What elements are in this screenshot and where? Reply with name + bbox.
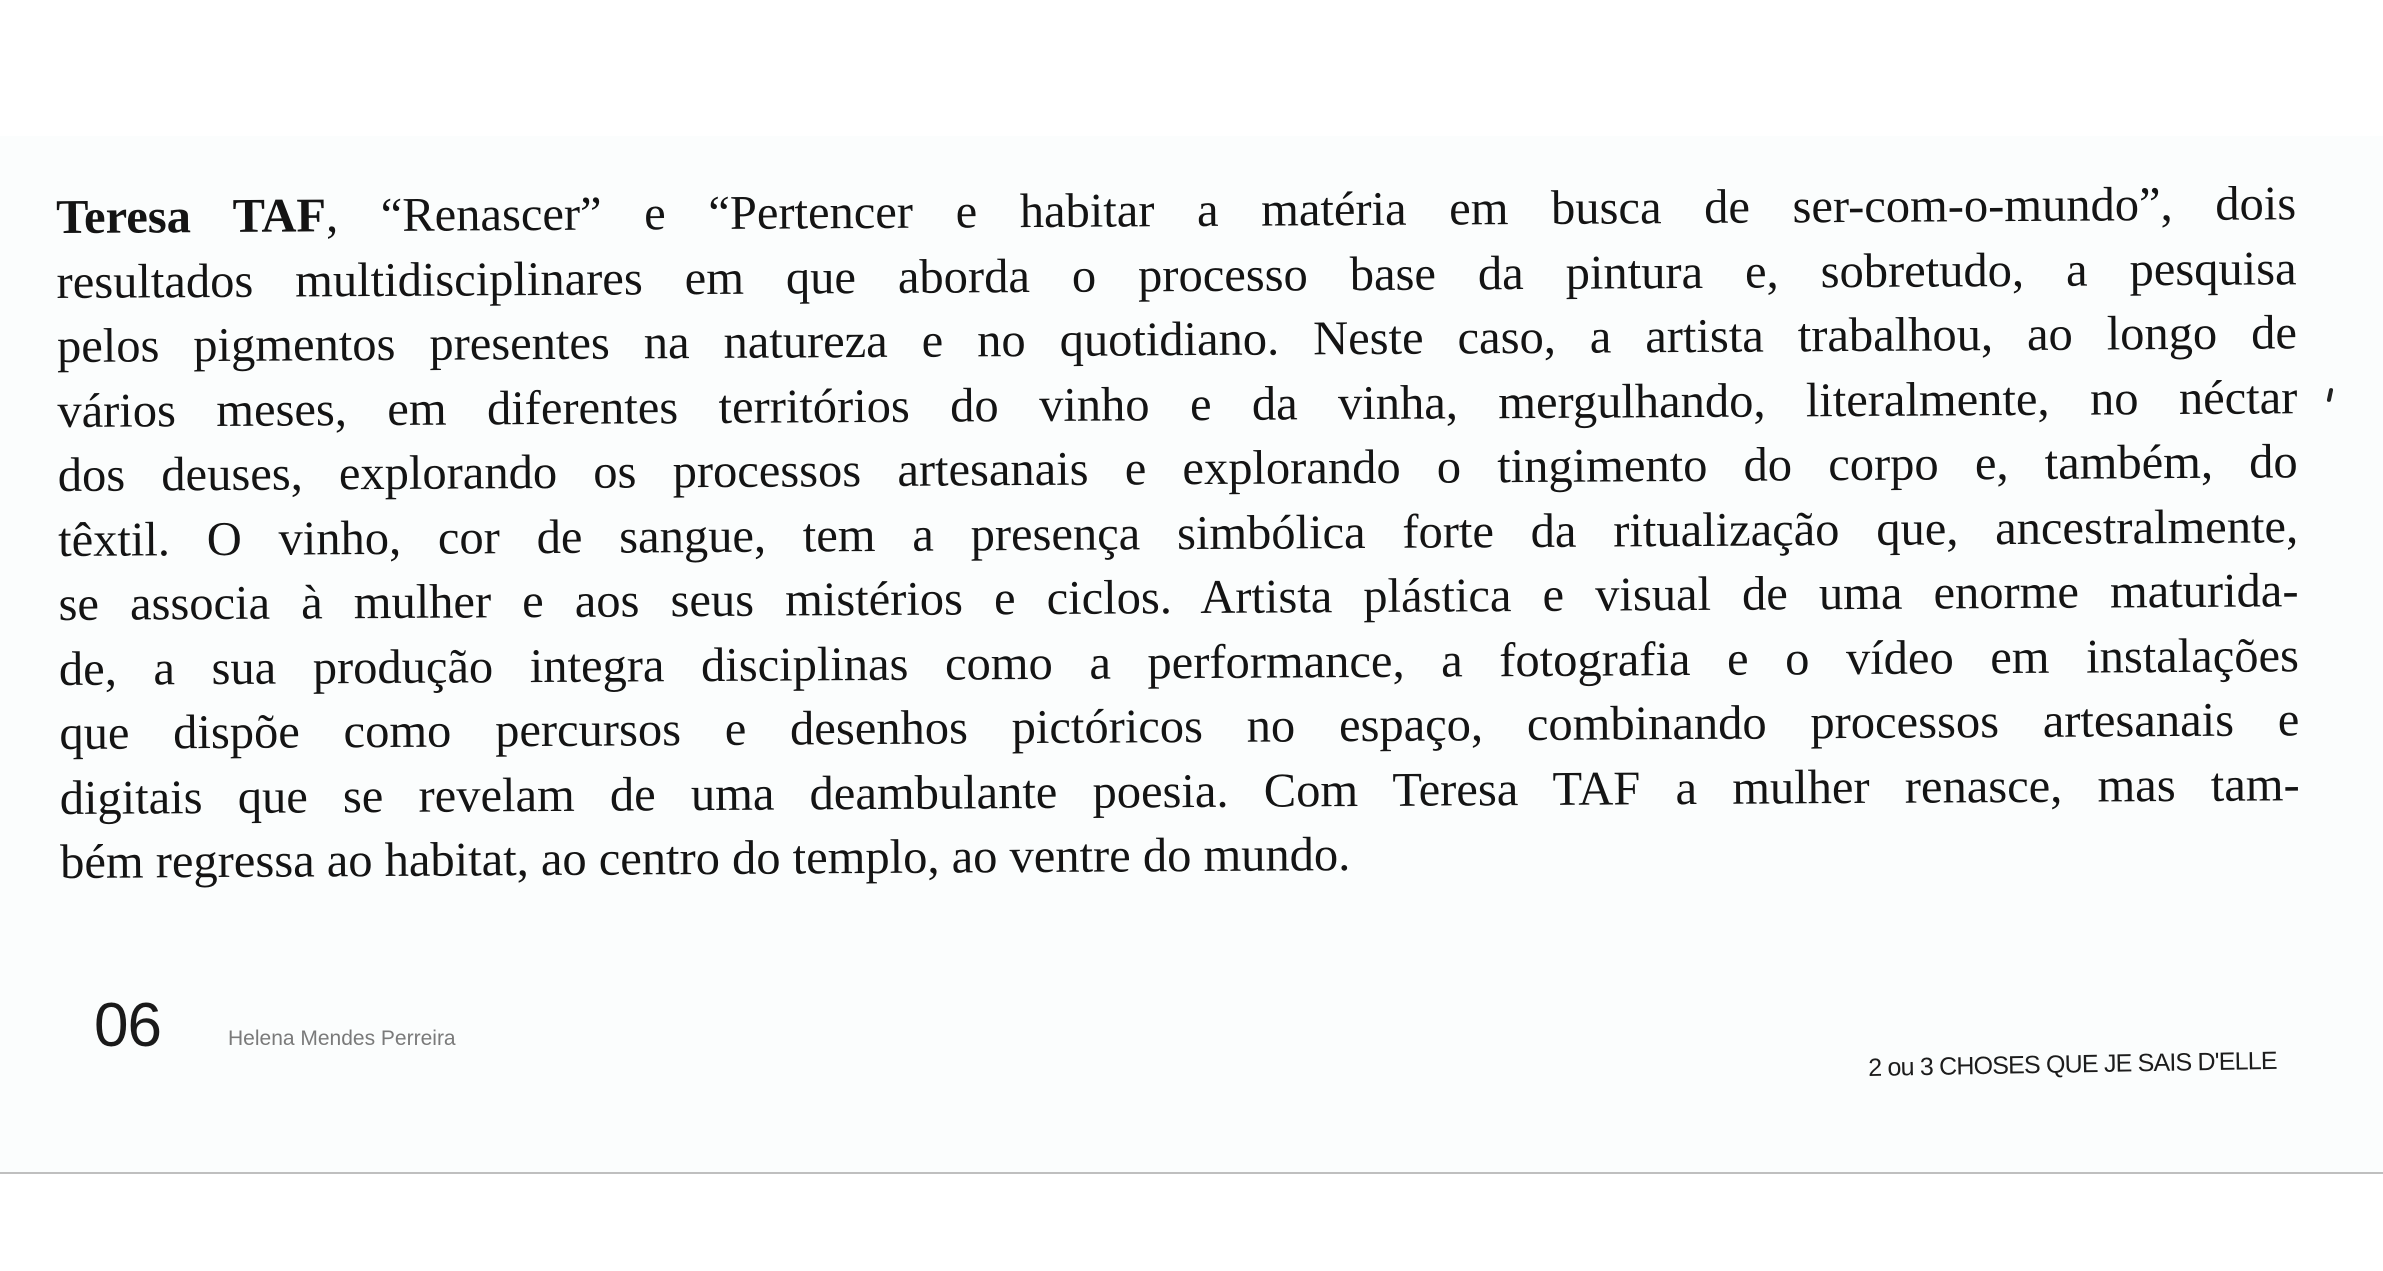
text-line-content: , “Renascer” e “Pertencer e habitar a matéria em busca de ser-com-o-mundo”, dois <box>325 177 2297 243</box>
text-line: de, a sua produção integra disciplinas como a performance, a fotografia e o vídeo em instalações <box>58 628 2300 696</box>
text-line: dos deuses, explorando os processos artesanais e explorando o tingimento do corpo e, também, do <box>57 435 2298 502</box>
text-line: têxtil. O vinho, cor de sangue, tem a presença simbólica forte da ritualização que, ancestralmente, <box>58 499 2299 567</box>
body-paragraph <box>56 172 2300 895</box>
artist-name: Teresa TAF <box>56 189 327 244</box>
author-name: Helena Mendes Perreira <box>228 1027 456 1050</box>
text-line: se associa à mulher e aos seus mistérios e ciclos. Artista plástica e visual de uma enorme maturida- <box>58 564 2299 631</box>
running-title: 2 ou 3 CHOSES QUE JE SAIS D'ELLE <box>1868 1046 2277 1082</box>
bottom-divider <box>0 1172 2383 1174</box>
text-line: digitais que se revelam de uma deambulante poesia. Com Teresa TAF a mulher renasce, mas tam- <box>59 757 2300 825</box>
text-line: pelos pigmentos presentes na natureza e no quotidiano. Neste caso, a artista trabalhou, ao longo de <box>56 306 2298 373</box>
text-line: que dispõe como percursos e desenhos pictóricos no espaço, combinando processos artesanais e <box>59 693 2300 760</box>
text-line: resultados multidisciplinares em que aborda o processo base da pintura e, sobretudo, a pesquisa <box>56 241 2297 309</box>
page-number: 06 <box>94 991 161 1060</box>
text-line: bém regressa ao habitat, ao centro do templo, ao ventre do mundo. <box>59 828 1351 889</box>
text-line: vários meses, em diferentes territórios do vinho e da vinha, mergulhando, literalmente, no néctar <box>57 370 2298 438</box>
